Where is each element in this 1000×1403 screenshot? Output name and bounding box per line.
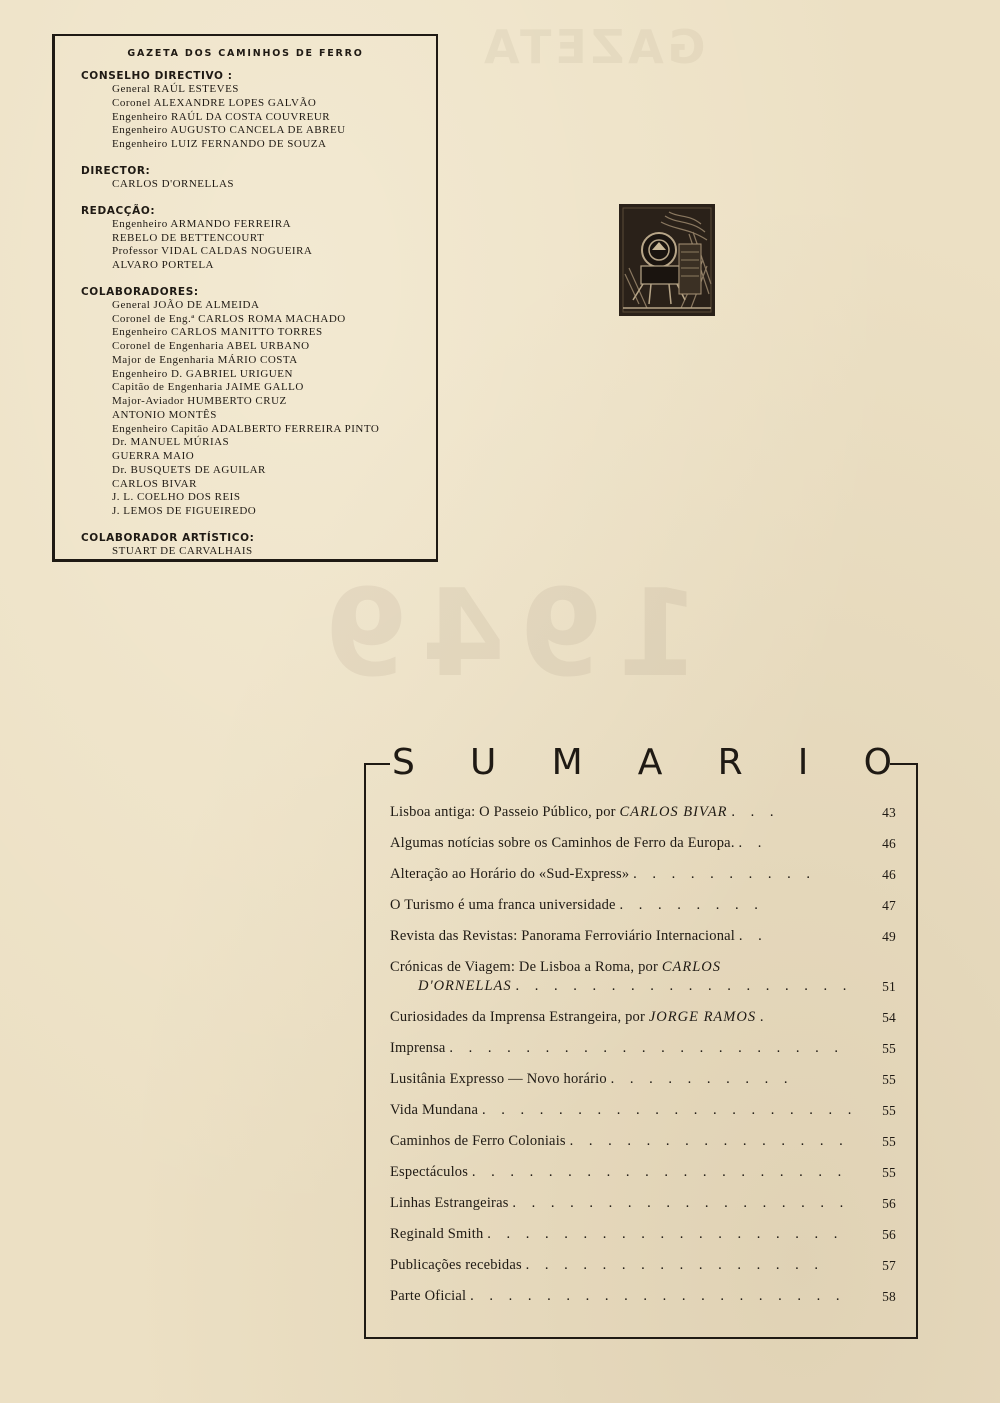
toc-entry-title: Caminhos de Ferro Coloniais	[390, 1133, 566, 1149]
toc-entry	[390, 958, 896, 996]
staff-name: Engenheiro D. GABRIEL URIGUEN	[112, 367, 293, 380]
staff-section-label: REDACÇÃO:	[81, 204, 156, 217]
toc-page-number: 55	[882, 1072, 896, 1087]
toc-entry-author: D'ORNELLAS	[418, 978, 512, 994]
staff-names	[81, 218, 430, 273]
sumario-title	[392, 743, 892, 783]
staff-name: ALVARO PORTELA	[112, 259, 214, 272]
toc-leader-dots: . . . . . . . . . . . . . . . . . . .	[487, 1226, 844, 1242]
toc-page-number: 55	[882, 1103, 896, 1118]
toc-entry-title: Vida Mundana	[390, 1102, 479, 1118]
staff-names	[81, 83, 430, 152]
staff-name: Coronel de Eng.ª CARLOS ROMA MACHADO	[112, 312, 346, 325]
toc-page-number: 54	[882, 1010, 896, 1025]
toc-page-number: 56	[882, 1196, 896, 1211]
toc-entry-author: JORGE RAMOS	[648, 1009, 757, 1025]
toc-leader-dots: . . . . . . . . . . . . . . . . . .	[515, 978, 853, 994]
title-rule-left	[366, 763, 390, 765]
staff-names	[81, 545, 430, 559]
toc-entry-title: Curiosidades da Imprensa Estrangeira, por	[390, 1009, 649, 1025]
toc-entry-author: CARLOS BIVAR	[619, 804, 728, 820]
staff-name: J. LEMOS DE FIGUEIREDO	[112, 505, 257, 518]
toc-entry	[390, 865, 896, 884]
staff-name: Engenheiro LUIZ FERNANDO DE SOUZA	[112, 138, 327, 151]
staff-name: Engenheiro RAÚL DA COSTA COUVREUR	[112, 110, 331, 123]
staff-name: General JOÃO DE ALMEIDA	[112, 298, 260, 311]
toc-entry-title: Lisboa antiga: O Passeio Público, por	[390, 804, 620, 820]
toc-leader-dots: . . . . . . . . . .	[633, 866, 817, 882]
staff-name: Capitão de Engenharia JAIME GALLO	[112, 381, 304, 394]
toc-page-number: 51	[882, 979, 896, 994]
toc-leader-dots: . . . . . . . . . . . . . . .	[569, 1133, 849, 1149]
staff-section	[81, 531, 430, 559]
staff-name: Engenheiro ARMANDO FERREIRA	[112, 217, 292, 230]
toc-page-number: 46	[882, 836, 896, 851]
toc-page-number: 56	[882, 1227, 896, 1242]
staff-name: GUERRA MAIO	[112, 450, 195, 463]
toc-entry-title: Publicações recebidas	[390, 1257, 522, 1273]
staff-section-label: COLABORADORES:	[81, 285, 199, 298]
staff-name: CARLOS D'ORNELLAS	[112, 177, 235, 190]
toc-leader-dots: . . . . . . . . . . . . . . . . . . . .	[471, 1164, 848, 1180]
sumario-title-letter: O	[863, 742, 892, 783]
staff-name: Major de Engenharia MÁRIO COSTA	[112, 353, 298, 366]
sumario-title-letter: I	[797, 742, 809, 783]
toc-entry	[390, 1132, 896, 1151]
toc-entry-title: Algumas notícias sobre os Caminhos de Ferro da Europa.	[390, 835, 735, 851]
staff-name: Coronel de Engenharia ABEL URBANO	[112, 340, 310, 353]
toc-leader-dots: . .	[738, 835, 768, 851]
title-rule-right	[890, 763, 916, 765]
bleed-through-masthead: GAZETA	[480, 20, 706, 74]
toc-leader-dots: . . . . . . . . . . . . . . . . . . . .	[470, 1288, 846, 1304]
toc-entry	[390, 1163, 896, 1182]
toc-entry	[390, 834, 896, 853]
toc-entry	[390, 1008, 896, 1027]
staff-section-label: COLABORADOR ARTÍSTICO:	[81, 531, 255, 544]
staff-names	[81, 178, 430, 192]
toc-entry-title: Revista das Revistas: Panorama Ferroviário Internacional	[390, 928, 736, 944]
sumario-box	[364, 742, 918, 1339]
toc-entry-title: Reginald Smith	[390, 1226, 484, 1242]
staff-name: Coronel ALEXANDRE LOPES GALVÃO	[112, 96, 317, 109]
toc-leader-dots: . . . . . . . . . .	[610, 1071, 794, 1087]
staff-box	[52, 34, 438, 562]
toc-entry	[390, 896, 896, 915]
toc-leader-dots: . . . . . . . . . . . . . . . . . . . . .	[449, 1040, 845, 1056]
staff-name: REBELO DE BETTENCOURT	[112, 231, 265, 244]
staff-name: Engenheiro Capitão ADALBERTO FERREIRA PINTO	[112, 422, 380, 435]
toc-page-number: 43	[882, 805, 896, 820]
toc-entry	[390, 1194, 896, 1213]
toc-entry-title: O Turismo é uma franca universidade	[390, 897, 616, 913]
staff-name: J. L. COELHO DOS REIS	[112, 491, 241, 504]
staff-section-label: DIRECTOR:	[81, 164, 151, 177]
toc-page-number: 55	[882, 1041, 896, 1056]
staff-name: Dr. MANUEL MÚRIAS	[112, 436, 230, 449]
staff-name: Major-Aviador HUMBERTO CRUZ	[112, 395, 287, 408]
toc-page-number: 46	[882, 867, 896, 882]
locomotive-engraving-icon	[619, 204, 715, 316]
toc-page-number: 49	[882, 929, 896, 944]
toc-entry-title: Imprensa	[390, 1040, 446, 1056]
staff-name: Professor VIDAL CALDAS NOGUEIRA	[112, 245, 313, 258]
staff-name: STUART DE CARVALHAIS	[112, 544, 253, 557]
staff-name: General RAÚL ESTEVES	[112, 83, 239, 95]
toc-page-number: 55	[882, 1134, 896, 1149]
sumario-title-letter: U	[470, 742, 497, 783]
staff-name: Engenheiro AUGUSTO CANCELA DE ABREU	[112, 124, 346, 137]
toc-entry-author: CARLOS	[661, 959, 721, 975]
staff-name: Engenheiro CARLOS MANITTO TORRES	[112, 326, 323, 339]
toc-entry-title: Espectáculos	[390, 1164, 469, 1180]
toc-leader-dots: .	[759, 1009, 770, 1025]
toc-leader-dots: . . . . . . . . . . . . . . . .	[525, 1257, 825, 1273]
staff-section-label: CONSELHO DIRECTIVO :	[81, 70, 233, 82]
toc-page-number: 47	[882, 898, 896, 913]
staff-section	[81, 69, 430, 152]
toc-entry	[390, 1256, 896, 1275]
publication-name: GAZETA DOS CAMINHOS DE FERRO	[127, 48, 364, 59]
toc-entry	[390, 1101, 896, 1120]
toc-entry-title: Parte Oficial	[390, 1288, 467, 1304]
toc-page-number: 55	[882, 1165, 896, 1180]
staff-section	[81, 164, 430, 192]
sumario-title-letter: S	[392, 742, 415, 783]
staff-section	[81, 285, 430, 519]
toc-entry-title: Alteração ao Horário do «Sud-Express»	[390, 866, 630, 882]
staff-name: CARLOS BIVAR	[112, 477, 197, 490]
staff-names	[81, 299, 430, 519]
staff-sections	[81, 69, 430, 571]
toc-entry	[390, 1070, 896, 1089]
toc-entry-title: Lusitânia Expresso — Novo horário	[390, 1071, 607, 1087]
toc-entry	[390, 927, 896, 946]
toc-entry-title: Linhas Estrangeiras	[390, 1195, 509, 1211]
bleed-through-year: 1949	[310, 565, 700, 704]
toc-leader-dots: . . . . . . . . . . . . . . . . . .	[512, 1195, 850, 1211]
toc-entry-title: Crónicas de Viagem: De Lisboa a Roma, por	[390, 959, 662, 975]
sumario-title-letter: R	[717, 742, 743, 783]
staff-section	[81, 204, 430, 273]
toc-leader-dots: . . . . . . . . . . . . . . . . . . . .	[481, 1102, 858, 1118]
toc-entry	[390, 1287, 896, 1306]
sumario-title-letter: A	[637, 742, 663, 783]
toc-page-number: 57	[882, 1258, 896, 1273]
staff-name: ANTONIO MONTÊS	[112, 408, 217, 421]
toc-leader-dots: . . . . . . . .	[619, 897, 764, 913]
staff-name: Dr. BUSQUETS DE AGUILAR	[112, 463, 266, 476]
toc-leader-dots: . .	[738, 928, 768, 944]
toc-entry	[390, 1225, 896, 1244]
toc-entry	[390, 1039, 896, 1058]
toc-leader-dots: . . .	[731, 804, 780, 820]
table-of-contents	[390, 803, 896, 1318]
toc-page-number: 58	[882, 1289, 896, 1304]
sumario-title-letter: M	[551, 742, 583, 783]
toc-entry	[390, 803, 896, 822]
